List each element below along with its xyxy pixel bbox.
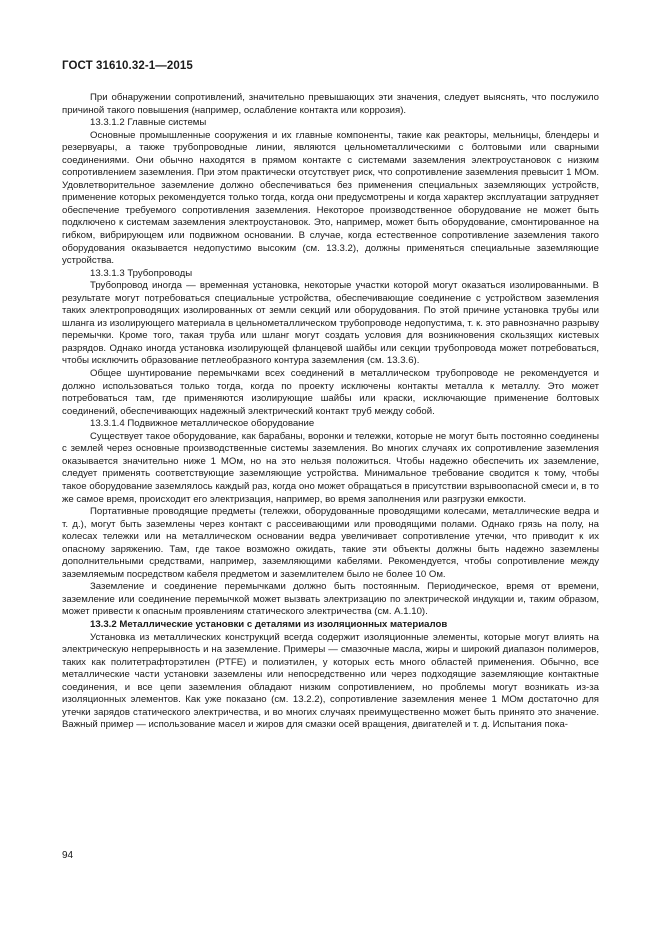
document-body: [62, 92, 599, 732]
paragraph: Портативные проводящие предметы (тележки, оборудованные проводящими колесами, металлические ведра и т. д.), могут быть заземлены через контакт с рассеивающими или проводящими полами. Однако грязь на полу, на колесах тележки или на металлическом основании ведра увеличивает сопротивление утечки, что приводит к их опасному заряжению. Там, где такое возможно ожидать, такие эти объекты должны быть надежно заземлены дополнительными средствами, например, заземляющими кабелями. Рекомендуется, чтобы сопротивление между заземляемым посредством кабеля предметом и заземлителем было не более 10 Ом.: [62, 506, 599, 580]
paragraph: Существует такое оборудование, как барабаны, воронки и тележки, которые не могут быть постоянно соединены с землей через основные производственные системы заземления. Во многих случаях их сопротивление заземления оказывается значительно ниже 1 МОм, но на это нельзя положиться. Чтобы надежно обеспечить их заземление, следует применять соответствующие заземляющие устройства. Минимальное требование сводится к тому, чтобы такое оборудование заземлялось каждый раз, когда оно может обращаться в присутствии взрывоопасной смеси и, в то же самое время, происходит его электризация, например, во время заполнения или разгрузки емкости.: [62, 430, 599, 505]
section-heading-13-3-2: 13.3.2 Металлические установки с деталями из изоляционных материалов: [90, 618, 448, 630]
paragraph: Установка из металлических конструкций всегда содержит изоляционные элементы, которые могут влиять на электрическую непрерывность и на заземление. Примеры — смазочные масла, жиры и широкий диапазон полимеров, таких как политетрафторэтилен (PTFE) и полиэтилен, у которых есть много областей применения. Обычно, все металлические части установки заземлены или непосредственно или через подходящие заземляющие контактные соединения, и все цепи заземления обладают низким сопротивлением, но проблемы могут возникать из-за изоляционных элементов. Как уже показано (см. 13.2.2), сопротивление заземления менее 1 МОм достаточно для утечки зарядов статического электричества, и во многих случаях преимущественно может быть принято это значение. Важный пример — использование масел и жиров для смазки осей вращения, двигателей и т. д. Испытания пока-: [62, 631, 599, 731]
document-header: ГОСТ 31610.32-1—2015: [62, 60, 193, 72]
paragraph: При обнаружении сопротивлений, значительно превышающих эти значения, следует выяснять, что послужило причиной такого повышения (например, ослабление контакта или коррозия).: [62, 92, 599, 116]
paragraph: Основные промышленные сооружения и их главные компоненты, такие как реакторы, мельницы, блендеры и резервуары, а также трубопроводные линии, являются цельнометаллическими с болтовыми или сварными соединениями. Они обычно находятся в прямом контакте с системами заземления электроустановок с низким сопротивлением заземления. При этом практически отсутствует риск, что сопротивление заземления превысит 1 МОм. Удовлетворительное заземление должно обеспечиваться без применения специальных заземляющих устройств, применение которых рекомендуется только тогда, когда они предусмотрены и когда характер эксплуатации затрудняет обеспечение требуемого сопротивления заземления. Некоторое производственное оборудование не может быть подключено к системам заземления электроустановок. Это, например, может быть оборудование, смонтированное на гибком, вибрирующем или подвижном основании. В случае, когда естественное сопротивление заземления такого оборудования оказывается недопустимо высоким (см. 13.3.2), должны применяться специальные заземляющие устройства.: [62, 129, 599, 267]
section-heading-13-3-1-4: 13.3.1.4 Подвижное металлическое оборудование: [90, 418, 315, 430]
paragraph: Заземление и соединение перемычками должно быть постоянным. Периодическое, время от времени, заземление или соединение перемычкой может вызвать электризацию по электрической индукции и, таким образом, может привести к опасным проявлениям статического электричества (см. А.1.10).: [62, 581, 599, 618]
section-heading-13-3-1-2: 13.3.1.2 Главные системы: [90, 117, 207, 129]
section-heading-13-3-1-3: 13.3.1.3 Трубопроводы: [90, 267, 193, 279]
paragraph: Трубопровод иногда — временная установка, некоторые участки которой могут оказаться изолированными. В результате могут потребоваться специальные устройства, обеспечивающие соединение с устройством заземления таких электропроводящих изолированных от земли секций или оборудования. По этой причине установка трубы или шланга из изолирующего материала в цельнометаллическом трубопроводе недопустима, т. к. это равнозначно разрыву перемычки. Кроме того, такая труба или шланг могут создать условия для возникновения скользящих кистевых разрядов. Однако иногда установка изолирующей фланцевой шайбы или секции трубопровода может потребоваться, чтобы исключить образование петлеобразного контура заземления (см. 13.3.6).: [62, 280, 599, 367]
page-number: 94: [62, 850, 74, 861]
paragraph: Общее шунтирование перемычками всех соединений в металлическом трубопроводе не рекомендуется и должно использоваться только тогда, когда по проекту исключены контакты металла к металлу. Это может потребоваться там, где применяются изолирующие шайбы или краски, исключающие применение болтовых соединений, обеспечивающих надежный электрический контакт труб между собой.: [62, 368, 599, 417]
